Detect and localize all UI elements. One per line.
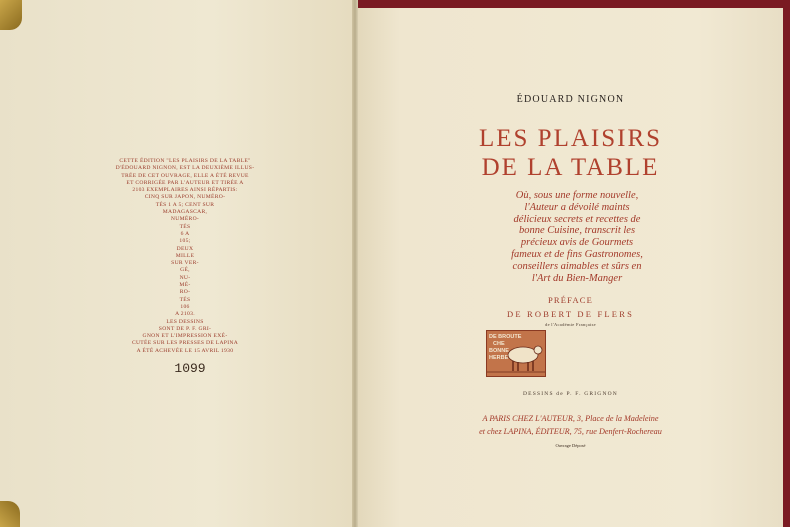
colophon-line: GNON ET L'IMPRESSION EXÉ- bbox=[142, 333, 228, 340]
title-line-1: LES PLAISIRS bbox=[478, 125, 663, 152]
colophon-line: A 2103. bbox=[175, 311, 195, 318]
ribbon-marker-bottom bbox=[0, 501, 20, 527]
preface-author: DE ROBERT DE FLERS bbox=[506, 309, 634, 319]
title-line-2: DE LA TABLE bbox=[481, 154, 660, 181]
subtitle-line: bonne Cuisine, transcrit les bbox=[518, 225, 636, 237]
colophon bbox=[70, 158, 300, 355]
colophon-line: TÉS bbox=[179, 223, 191, 230]
academy-note: de l'Académie Française bbox=[545, 322, 596, 327]
colophon-line: 106 bbox=[180, 303, 190, 310]
subtitle-line: délicieux secrets et recettes de bbox=[513, 213, 641, 225]
colophon-line: A ÉTÉ ACHEVÉE LE 15 AVRIL 1930 bbox=[136, 347, 234, 354]
colophon-line: D'ÉDOUARD NIGNON, EST LA DEUXIÈME ILLUS- bbox=[115, 165, 255, 172]
colophon-line: NUMÉRO- bbox=[170, 216, 200, 223]
subtitle-line: l'Art du Bien-Manger bbox=[531, 272, 623, 284]
publisher-address-1: A PARIS CHEZ L'AUTEUR, 3, Place de la Madeleine bbox=[482, 414, 659, 423]
copy-number: 1099 bbox=[174, 361, 206, 376]
sheep-icon bbox=[487, 331, 545, 376]
colophon-line: ET CORRIGÉE PAR L'AUTEUR ET TIRÉE A bbox=[126, 179, 244, 186]
subtitle-line: précieux avis de Gourmets bbox=[520, 237, 634, 249]
preface-heading: PRÉFACE bbox=[547, 295, 594, 305]
colophon-line: SUR VER- bbox=[171, 260, 199, 267]
colophon-line: TÉS 1 A 5; CENT SUR bbox=[155, 201, 215, 208]
colophon-line: 2103 EXEMPLAIRES AINSI RÉPARTIS: bbox=[132, 187, 238, 194]
colophon-line: 6 A bbox=[180, 230, 190, 237]
colophon-line: CETTE ÉDITION "LES PLAISIRS DE LA TABLE" bbox=[119, 158, 251, 164]
colophon-line: CUTÉE SUR LES PRESSES DE LAPINA bbox=[131, 340, 239, 347]
colophon-line: MÉ- bbox=[179, 282, 191, 289]
vignette-text: DE BROUTE bbox=[489, 334, 522, 340]
author-name: ÉDOUARD NIGNON bbox=[516, 94, 625, 105]
publisher-address-2: et chez LAPINA, ÉDITEUR, 75, rue Denfert-Rochereau bbox=[479, 427, 662, 436]
vignette-text: BONNE bbox=[489, 348, 509, 354]
subtitle bbox=[432, 190, 722, 284]
subtitle-line: l'Auteur a dévoilé maints bbox=[524, 201, 630, 213]
colophon-line: CINQ SUR JAPON, NUMÉRO- bbox=[144, 194, 226, 201]
left-page bbox=[0, 0, 352, 527]
colophon-line: NU- bbox=[179, 274, 191, 281]
right-page bbox=[358, 8, 783, 527]
colophon-line: 105; bbox=[179, 238, 191, 245]
colophon-line: DEUX bbox=[176, 245, 194, 252]
colophon-line: MILLE bbox=[175, 252, 195, 259]
colophon-line: TRÉE DE CET OUVRAGE, ELLE A ÉTÉ REVUE bbox=[121, 172, 249, 179]
subtitle-line: conseillers aimables et sûrs en bbox=[512, 260, 642, 272]
subtitle-line: Où, sous une forme nouvelle, bbox=[515, 190, 639, 201]
vignette-text: CHE bbox=[493, 341, 505, 347]
colophon-line: LES DESSINS bbox=[166, 318, 204, 325]
colophon-line: TÉS bbox=[179, 296, 191, 303]
sheep-vignette bbox=[486, 330, 546, 377]
colophon-line: GÉ, bbox=[180, 267, 190, 274]
colophon-line: RO- bbox=[179, 289, 191, 296]
vignette-text: HERBE bbox=[489, 355, 509, 361]
colophon-line: MADAGASCAR, bbox=[162, 209, 208, 216]
ribbon-marker-top bbox=[0, 0, 22, 30]
colophon-line: SONT DE P. F. GRI- bbox=[158, 325, 212, 332]
illustrator-credit: DESSINS de P. F. GRIGNON bbox=[523, 391, 618, 397]
subtitle-line: fameux et de fins Gastronomes, bbox=[511, 248, 643, 260]
legal-deposit-note: Ouvrage Déposé bbox=[555, 443, 586, 448]
